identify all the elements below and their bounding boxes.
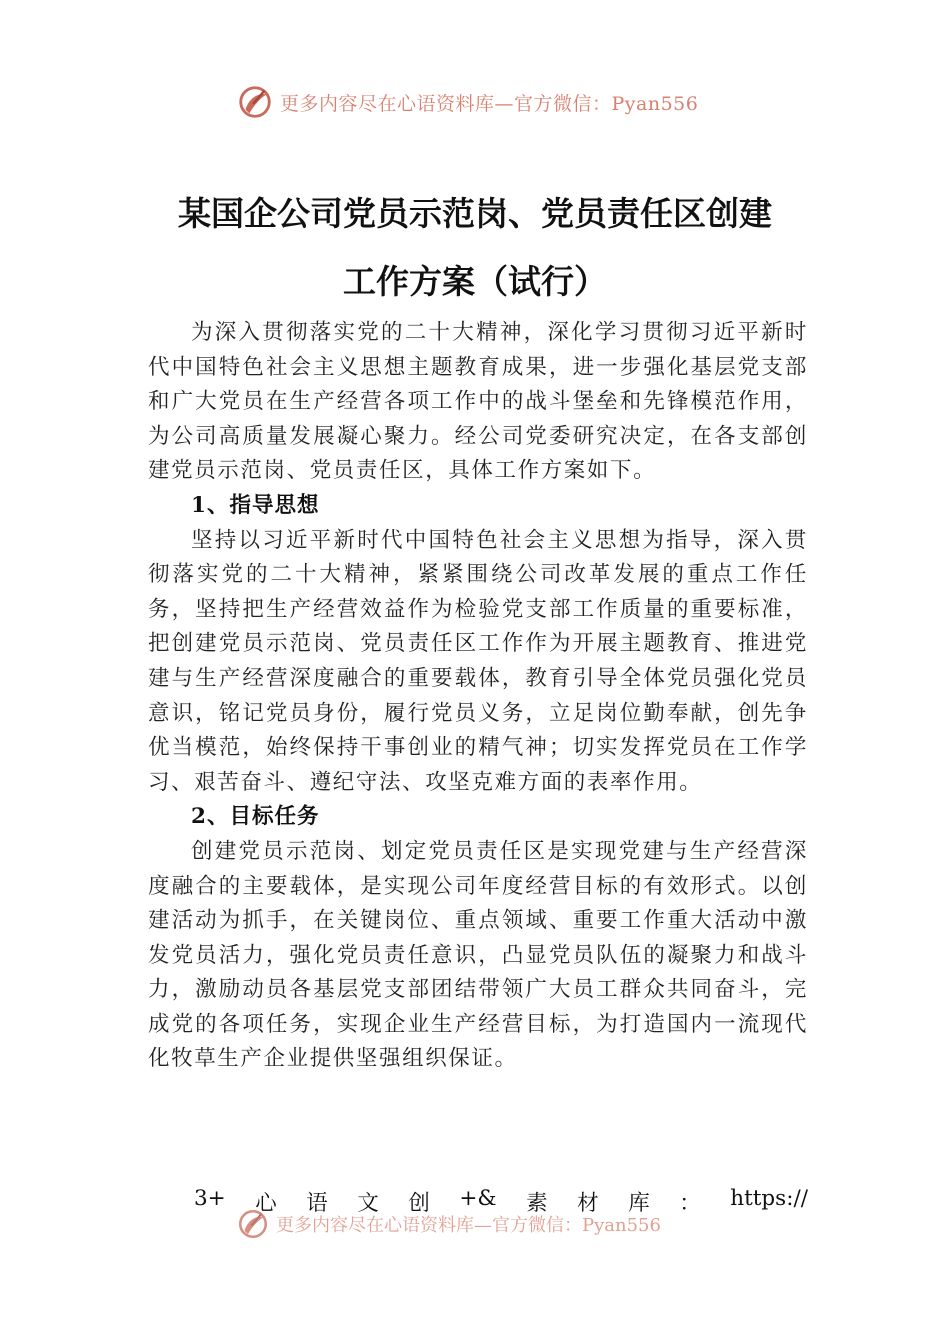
intro-paragraph: 为深入贯彻落实党的二十大精神，深化学习贯彻习近平新时代中国特色社会主义思想主题教育成果，进一步强化基层党支部和广大党员在生产经营各项工作中的战斗堡垒和先锋模范作用，为公司高质量发展凝心聚力。经公司党委研究决定，在各支部创建党员示范岗、党员责任区，具体工作方案如下。 [148,320,808,484]
link-token: 文 [357,1191,379,1216]
link-token: 素 [526,1191,548,1216]
section2-heading: 2、目标任务 [191,804,320,830]
link-token: 3+ [194,1186,226,1211]
brand-logo-icon [236,1207,270,1241]
link-token: 库 [628,1191,650,1216]
link-token: ： [679,1191,701,1216]
document-title-line2: 工作方案（试行） [343,262,607,301]
link-token: 语 [306,1191,328,1216]
link-token: 材 [577,1191,599,1216]
section1-paragraph: 坚持以习近平新时代中国特色社会主义思想为指导，深入贯彻落实党的二十大精神，紧紧围绕公司改革发展的重点工作任务，坚持把生产经营效益作为检验党支部工作质量的重要标准，把创建党员示范岗、党员责任区工作作为开展主题教育、推进党建与生产经营深度融合的重要载体，教育引导全体党员强化党员意识，铭记党员身份，履行党员义务，立足岗位勤奉献，创先争优当模范，始终保持干事创业的精气神；切实发挥党员在工作学习、艰苦奋斗、遵纪守法、攻坚克难方面的表率作用。 [148,527,808,795]
link-url[interactable]: https:// [730,1186,808,1211]
section2-paragraph: 创建党员示范岗、划定党员责任区是实现党建与生产经营深度融合的主要载体，是实现公司年度经营目标的有效形式。以创建活动为抓手，在关键岗位、重点领域、重要工作重大活动中激发党员活力，强化党员责任意识，凸显党员队伍的凝聚力和战斗力，激励动员各基层党支部团结带领广大员工群众共同奋斗，完成党的各项任务，实现企业生产经营目标，为打造国内一流现代化牧草生产企业提供坚强组织保证。 [148,838,808,1072]
document-body [148,316,808,1077]
watermark-text: 更多内容尽在心语资料库—官方微信：Pyan556 [276,1215,661,1236]
link-token: +& [459,1186,497,1211]
link-token: 创 [408,1191,430,1216]
section1-heading: 1、指导思想 [191,492,320,518]
header-watermark [236,82,756,122]
brand-logo-icon [236,83,274,121]
link-token: 心 [255,1191,277,1216]
document-title-line1: 某国企公司党员示范岗、党员责任区创建 [178,194,772,233]
footer-watermark [236,1206,756,1242]
watermark-text: 更多内容尽在心语资料库—官方微信：Pyan556 [280,92,699,115]
